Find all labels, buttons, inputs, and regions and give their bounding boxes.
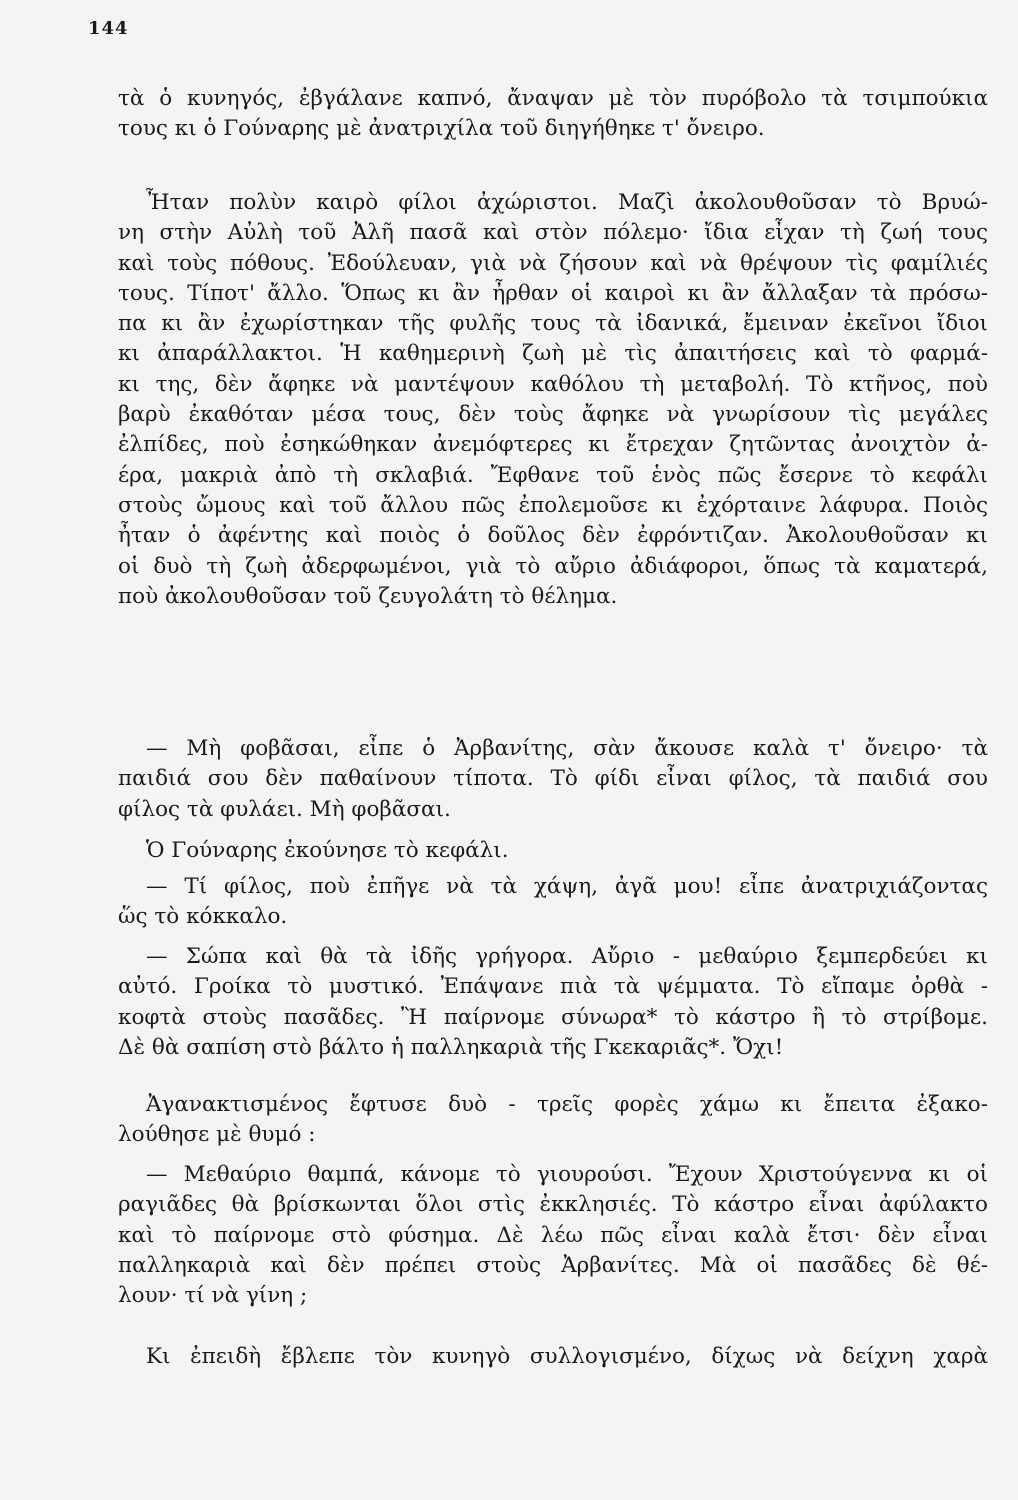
text-line: λούθησε μὲ θυμό :	[118, 1122, 316, 1148]
paragraph-7	[118, 1090, 988, 1151]
text-line: ὥς τὸ κόκκαλο.	[118, 904, 288, 930]
paragraph-9	[118, 1342, 988, 1372]
text-line: κι ἀπαράλλακτοι. Ἡ καθημερινὴ ζωὴ μὲ τὶς ἀπαιτήσεις καὶ τὸ φαρμά-	[118, 341, 988, 367]
text-line: κι της, δὲν ἄφηκε νὰ μαντέψουν καθόλου τὴ μεταβολή. Τὸ κτῆνος, ποὺ	[118, 371, 988, 397]
text-line: ραγιᾶδες θὰ βρίσκωνται ὅλοι στὶς ἐκκλησιές. Τὸ κάστρο εἶναι ἀφύλακτο	[118, 1192, 988, 1218]
text-line: — Μεθαύριο θαμπά, κάνομε τὸ γιουρούσι. Ἔχουν Χριστούγεννα κι οἱ	[146, 1162, 988, 1187]
text-line: τὰ ὁ κυνηγός, ἐβγάλανε καπνό, ἄναψαν μὲ τὸν πυρόβολο τὰ τσιμπούκια	[118, 86, 988, 111]
text-line: Ἦταν πολὺν καιρὸ φίλοι ἀχώριστοι. Μαζὶ ἀκολουθοῦσαν τὸ Βρυώ-	[146, 190, 988, 215]
text-line: αὐτό. Γροίκα τὸ μυστικό. Ἐπάψανε πιὰ τὰ ψέμματα. Τὸ εἴπαμε ὀρθὰ -	[118, 974, 988, 1000]
text-line: νη στὴν Αὐλὴ τοῦ Ἀλῆ πασᾶ καὶ στὸν πόλεμο· ἴδια εἶχαν τὴ ζωή τους	[118, 220, 988, 246]
text-line: καὶ τοὺς πόθους. Ἐδούλευαν, γιὰ νὰ ζήσουν καὶ νὰ θρέψουν τὶς φαμίλιές	[118, 250, 988, 276]
text-line: οἱ δυὸ τὴ ζωὴ ἀδερφωμένοι, γιὰ τὸ αὔριο ἀδιάφοροι, ὅπως τὰ καματερά,	[118, 553, 988, 579]
text-line: παλληκαριὰ καὶ δὲν πρέπει στοὺς Ἀρβανίτες. Μὰ οἱ πασᾶδες δὲ θέ-	[118, 1252, 988, 1278]
text-line: λουν· τί νὰ γίνη ;	[118, 1283, 308, 1309]
text-line: ποὺ ἀκολουθοῦσαν τοῦ ζευγολάτη τὸ θέλημα.	[118, 583, 618, 609]
text-line: Ὁ Γούναρης ἐκούνησε τὸ κεφάλι.	[146, 838, 509, 863]
text-line: ἦταν ὁ ἀφέντης καὶ ποιὸς ὁ δοῦλος δὲν ἐφρόντιζαν. Ἀκολουθοῦσαν κι	[118, 523, 988, 549]
text-line: φίλος τὰ φυλάει. Μὴ φοβᾶσαι.	[118, 796, 451, 822]
paragraph-5	[118, 872, 988, 933]
paragraph-1	[118, 84, 988, 145]
text-line: ἐλπίδες, ποὺ ἐσηκώθηκαν ἀνεμόφτερες κι ἔτρεχαν ζητῶντας ἀνοιχτὸν ἀ-	[118, 432, 988, 458]
text-line: Ἀγανακτισμένος ἔφτυσε δυὸ - τρεῖς φορὲς χάμω κι ἔπειτα ἐξακο-	[146, 1092, 988, 1117]
paragraph-8	[118, 1160, 988, 1311]
text-line: τους. Τίποτ' ἄλλο. Ὅπως κι ἂν ἦρθαν οἱ καιροὶ κι ἂν ἄλλαξαν τὰ πρόσω-	[118, 280, 988, 306]
text-line: — Μὴ φοβᾶσαι, εἶπε ὁ Ἀρβανίτης, σὰν ἄκουσε καλὰ τ' ὄνειρο· τὰ	[146, 736, 988, 761]
text-line: — Σώπα καὶ θὰ τὰ ἰδῆς γρήγορα. Αὔριο - μεθαύριο ξεμπερδεύει κι	[146, 944, 988, 969]
text-line: έρα, μακριὰ ἀπὸ τὴ σκλαβιά. Ἔφθανε τοῦ ἑνὸς πῶς ἔσερνε τὸ κεφάλι	[118, 462, 988, 488]
text-line: βαρὺ ἐκαθόταν μέσα τους, δὲν τοὺς ἄφηκε νὰ γνωρίσουν τὶς μεγάλες	[118, 402, 988, 428]
paragraph-4	[118, 836, 988, 866]
text-line: στοὺς ὤμους καὶ τοῦ ἄλλου πῶς ἐπολεμοῦσε κι ἐχόρταινε λάφυρα. Ποιὸς	[118, 492, 988, 518]
text-line: καὶ τὸ παίρνομε στὸ φύσημα. Δὲ λέω πῶς εἶναι καλὰ ἔτσι· δὲν εἶναι	[118, 1222, 988, 1248]
text-line: — Τί φίλος, ποὺ ἐπῆγε νὰ τὰ χάψη, ἀγᾶ μου! εἶπε ἀνατριχιάζοντας	[146, 874, 988, 899]
text-line: κοφτὰ στοὺς πασᾶδες. Ἢ παίρνομε σύνωρα* τὸ κάστρο ἢ τὸ στρίβομε.	[118, 1004, 988, 1030]
text-line: Κι ἐπειδὴ ἔβλεπε τὸν κυνηγὸ συλλογισμένο, δίχως νὰ δείχνη χαρὰ	[146, 1344, 988, 1369]
text-line: Δὲ θὰ σαπίση στὸ βάλτο ἡ παλληκαριὰ τῆς Γκεκαριᾶς*. Ὄχι!	[118, 1034, 784, 1060]
text-line: πα κι ἂν ἐχωρίστηκαν τῆς φυλῆς τους τὰ ἰδανικά, ἔμειναν ἐκεῖνοι ἴδιοι	[118, 311, 988, 337]
paragraph-3	[118, 734, 988, 825]
text-line: παιδιά σου δὲν παθαίνουν τίποτα. Τὸ φίδι εἶναι φίλος, τὰ παιδιά σου	[118, 766, 988, 792]
text-line: τους κι ὁ Γούναρης μὲ ἀνατριχίλα τοῦ διηγήθηκε τ' ὄνειρο.	[118, 116, 765, 142]
paragraph-2	[118, 188, 988, 612]
paragraph-6	[118, 942, 988, 1063]
page-number: 144	[88, 18, 129, 39]
